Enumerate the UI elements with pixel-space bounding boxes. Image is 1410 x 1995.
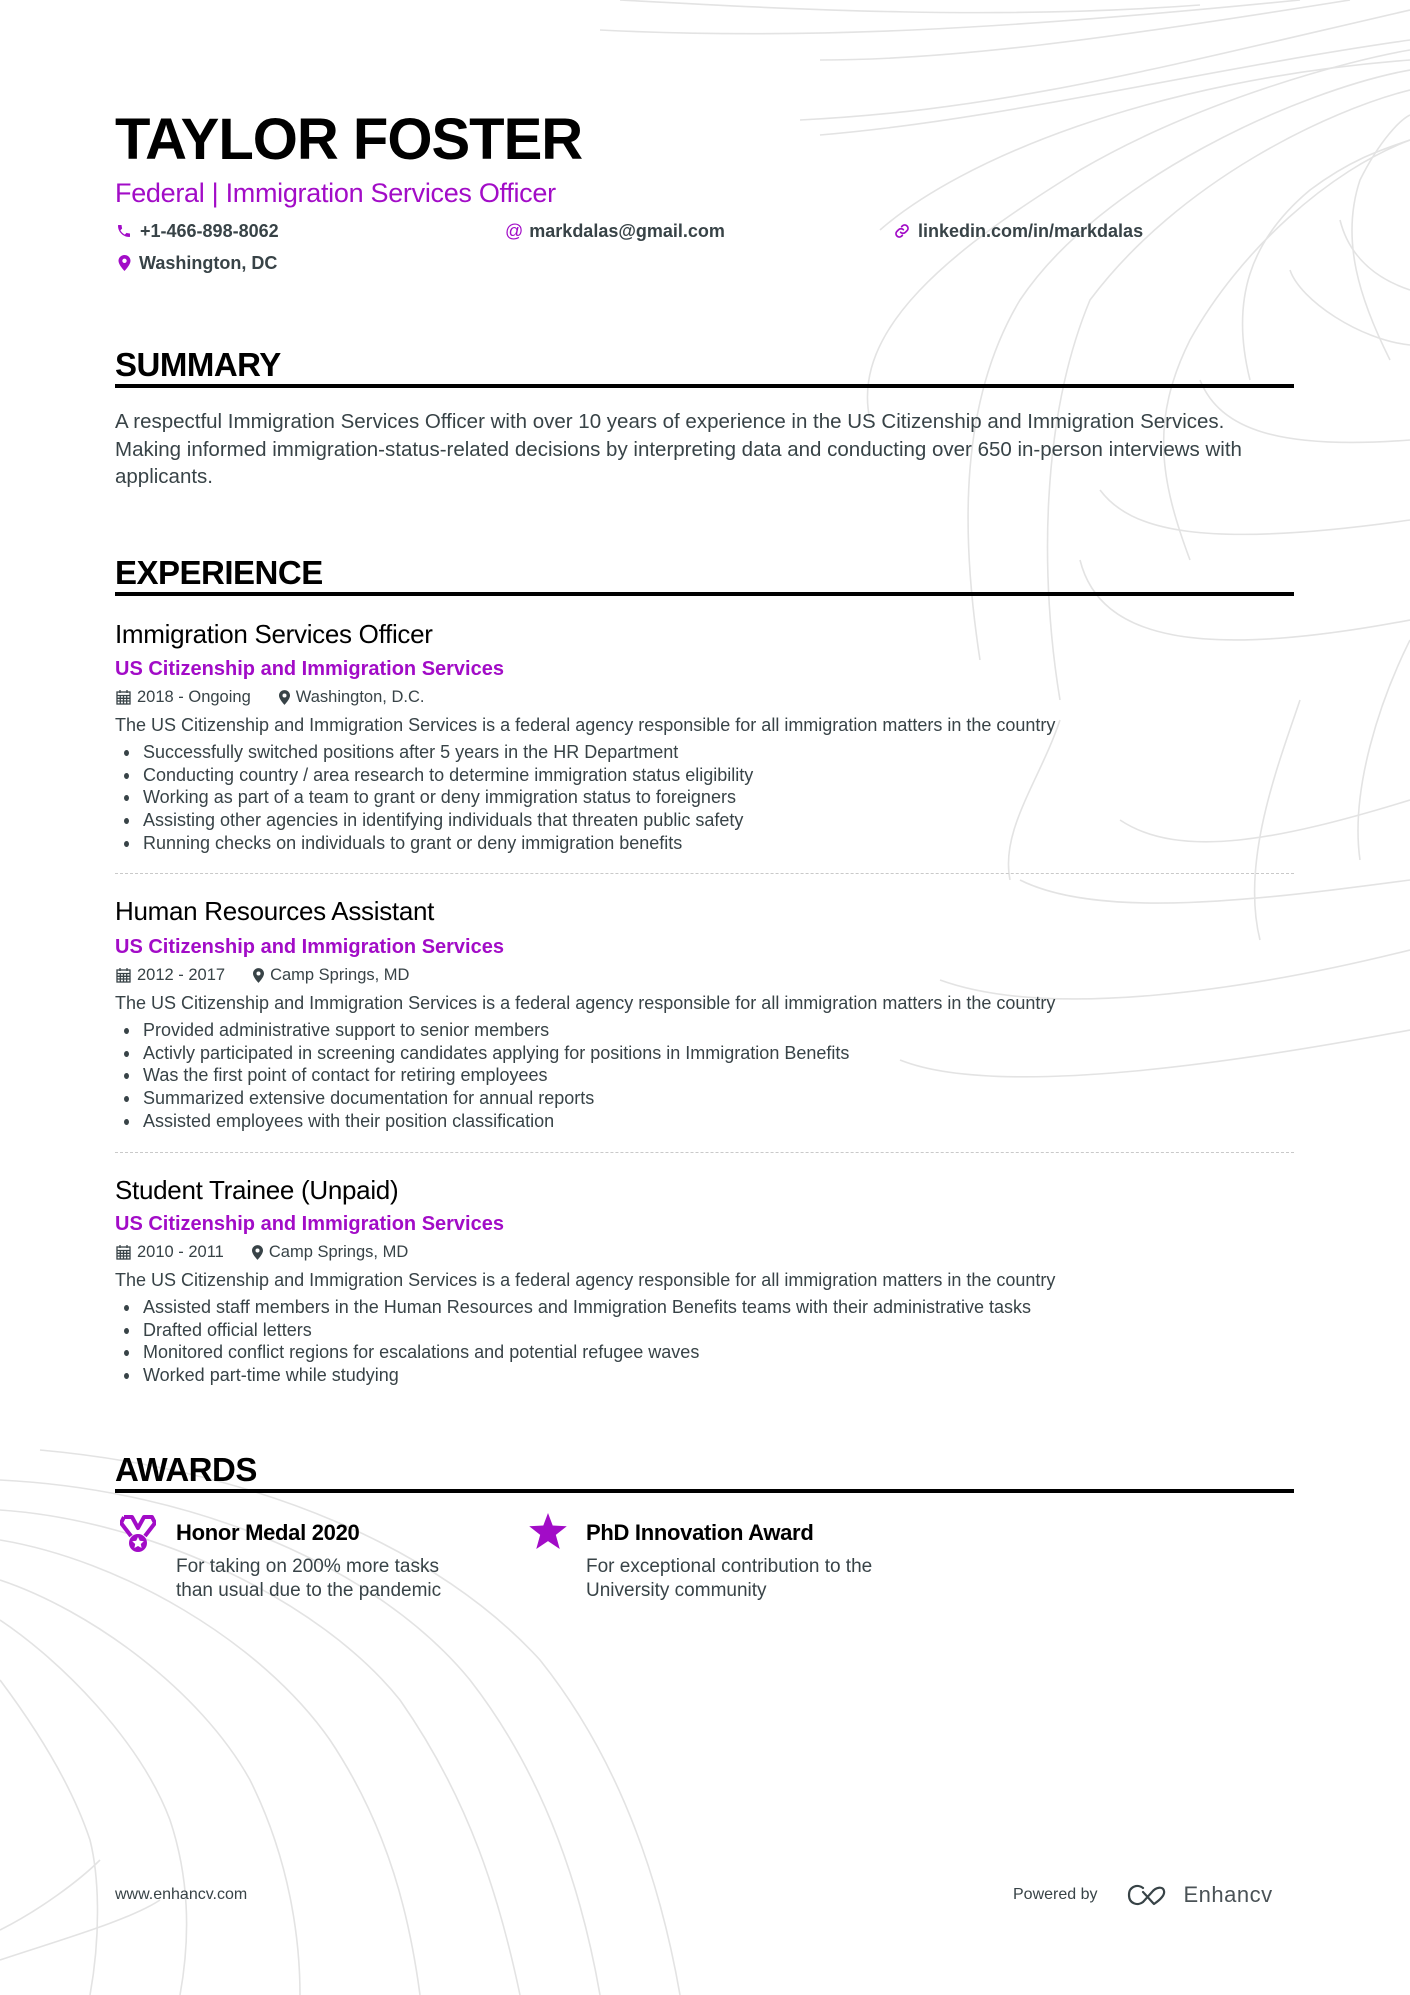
contact-email[interactable] — [505, 220, 725, 242]
candidate-name: TAYLOR FOSTER — [115, 107, 583, 172]
powered-by-label: Powered by — [1013, 1886, 1098, 1903]
bullet-item: Assisting other agencies in identifying individuals that threaten public safety — [115, 809, 753, 832]
phone-icon — [116, 223, 132, 239]
awards-rule — [115, 1489, 1294, 1493]
job-meta — [116, 687, 424, 707]
job-dates: 2010 - 2011 — [137, 1243, 224, 1261]
job-divider — [115, 873, 1294, 874]
contact-phone[interactable] — [116, 220, 279, 242]
job-location: Camp Springs, MD — [270, 966, 410, 984]
powered-by[interactable] — [1013, 1883, 1273, 1907]
bullet-item: Drafted official letters — [115, 1319, 1031, 1342]
job-description: The US Citizenship and Immigration Services is a federal agency responsible for all immigration matters in the country — [115, 715, 1056, 735]
contact-linkedin[interactable] — [894, 220, 1143, 242]
calendar-icon — [116, 689, 131, 705]
summary-rule — [115, 384, 1294, 388]
job-bullets — [115, 741, 753, 855]
location-pin-icon — [279, 690, 290, 705]
job-title: Human Resources Assistant — [115, 896, 435, 926]
enhancv-logo-icon — [1126, 1883, 1174, 1907]
bullet-item: Assisted staff members in the Human Resources and Immigration Benefits teams with their administrative tasks — [115, 1296, 1031, 1319]
bullet-item: Activly participated in screening candidates applying for positions in Immigration Benefits — [115, 1042, 849, 1065]
job-meta — [116, 1242, 408, 1262]
job-location: Washington, D.C. — [295, 688, 425, 706]
award-title: Honor Medal 2020 — [176, 1520, 360, 1545]
bullet-item: Successfully switched positions after 5 years in the HR Department — [115, 741, 753, 764]
job-company: US Citizenship and Immigration Services — [115, 658, 504, 680]
job-description: The US Citizenship and Immigration Services is a federal agency responsible for all immigration matters in the country — [115, 993, 1056, 1013]
job-bullets — [115, 1296, 1031, 1387]
job-title: Student Trainee (Unpaid) — [115, 1175, 399, 1205]
bullet-item: Working as part of a team to grant or deny immigration status to foreigners — [115, 786, 753, 809]
experience-heading: EXPERIENCE — [115, 554, 323, 591]
linkedin-text: linkedin.com/in/markdalas — [918, 221, 1144, 241]
footer-website-link[interactable]: www.enhancv.com — [115, 1886, 248, 1903]
bullet-item: Worked part-time while studying — [115, 1364, 1031, 1387]
bullet-item: Monitored conflict regions for escalations and potential refugee waves — [115, 1341, 1031, 1364]
bullet-item: Was the first point of contact for retiring employees — [115, 1064, 849, 1087]
bullet-item: Provided administrative support to senior members — [115, 1019, 849, 1042]
medal-icon — [120, 1514, 156, 1554]
location-text: Washington, DC — [139, 253, 278, 273]
star-icon — [529, 1513, 567, 1549]
experience-rule — [115, 592, 1294, 596]
award-description: For exceptional contribution to the University community — [586, 1556, 873, 1601]
location-pin-icon — [252, 1245, 263, 1260]
job-location: Camp Springs, MD — [268, 1243, 409, 1261]
award-title: PhD Innovation Award — [586, 1520, 814, 1545]
enhancv-brand-text: Enhancv — [1183, 1882, 1273, 1907]
job-meta — [116, 965, 409, 985]
calendar-icon — [116, 967, 131, 983]
job-bullets — [115, 1019, 849, 1133]
location-pin-icon — [253, 968, 264, 983]
job-company: US Citizenship and Immigration Services — [115, 936, 504, 958]
summary-heading: SUMMARY — [115, 346, 281, 383]
summary-text: A respectful Immigration Services Officer with over 10 years of experience in the US Citizenship and Immigration Services. Making informed immigration-status-related decisions by interpreting data and conducting over 650 in-person interviews with applicants. — [115, 410, 1242, 488]
calendar-icon — [116, 1244, 131, 1260]
phone-text: +1-466-898-8062 — [140, 221, 279, 241]
job-company: US Citizenship and Immigration Services — [115, 1213, 504, 1235]
location-pin-icon — [118, 255, 131, 271]
award-description: For taking on 200% more tasks than usual due to the pandemic — [176, 1556, 442, 1601]
link-icon — [894, 223, 910, 239]
bullet-item: Running checks on individuals to grant or deny immigration benefits — [115, 832, 753, 855]
at-icon: @ — [505, 221, 524, 241]
bullet-item: Summarized extensive documentation for annual reports — [115, 1087, 849, 1110]
awards-heading: AWARDS — [115, 1451, 257, 1488]
job-dates: 2012 - 2017 — [137, 966, 226, 984]
job-title: Immigration Services Officer — [115, 619, 433, 649]
candidate-title: Federal | Immigration Services Officer — [115, 178, 556, 208]
contact-location — [118, 252, 277, 274]
bullet-item: Assisted employees with their position classification — [115, 1110, 849, 1133]
email-text: markdalas@gmail.com — [529, 221, 725, 241]
job-description: The US Citizenship and Immigration Services is a federal agency responsible for all immigration matters in the country — [115, 1270, 1056, 1290]
bullet-item: Conducting country / area research to determine immigration status eligibility — [115, 764, 753, 787]
job-divider — [115, 1152, 1294, 1153]
job-dates: 2018 - Ongoing — [137, 688, 251, 706]
